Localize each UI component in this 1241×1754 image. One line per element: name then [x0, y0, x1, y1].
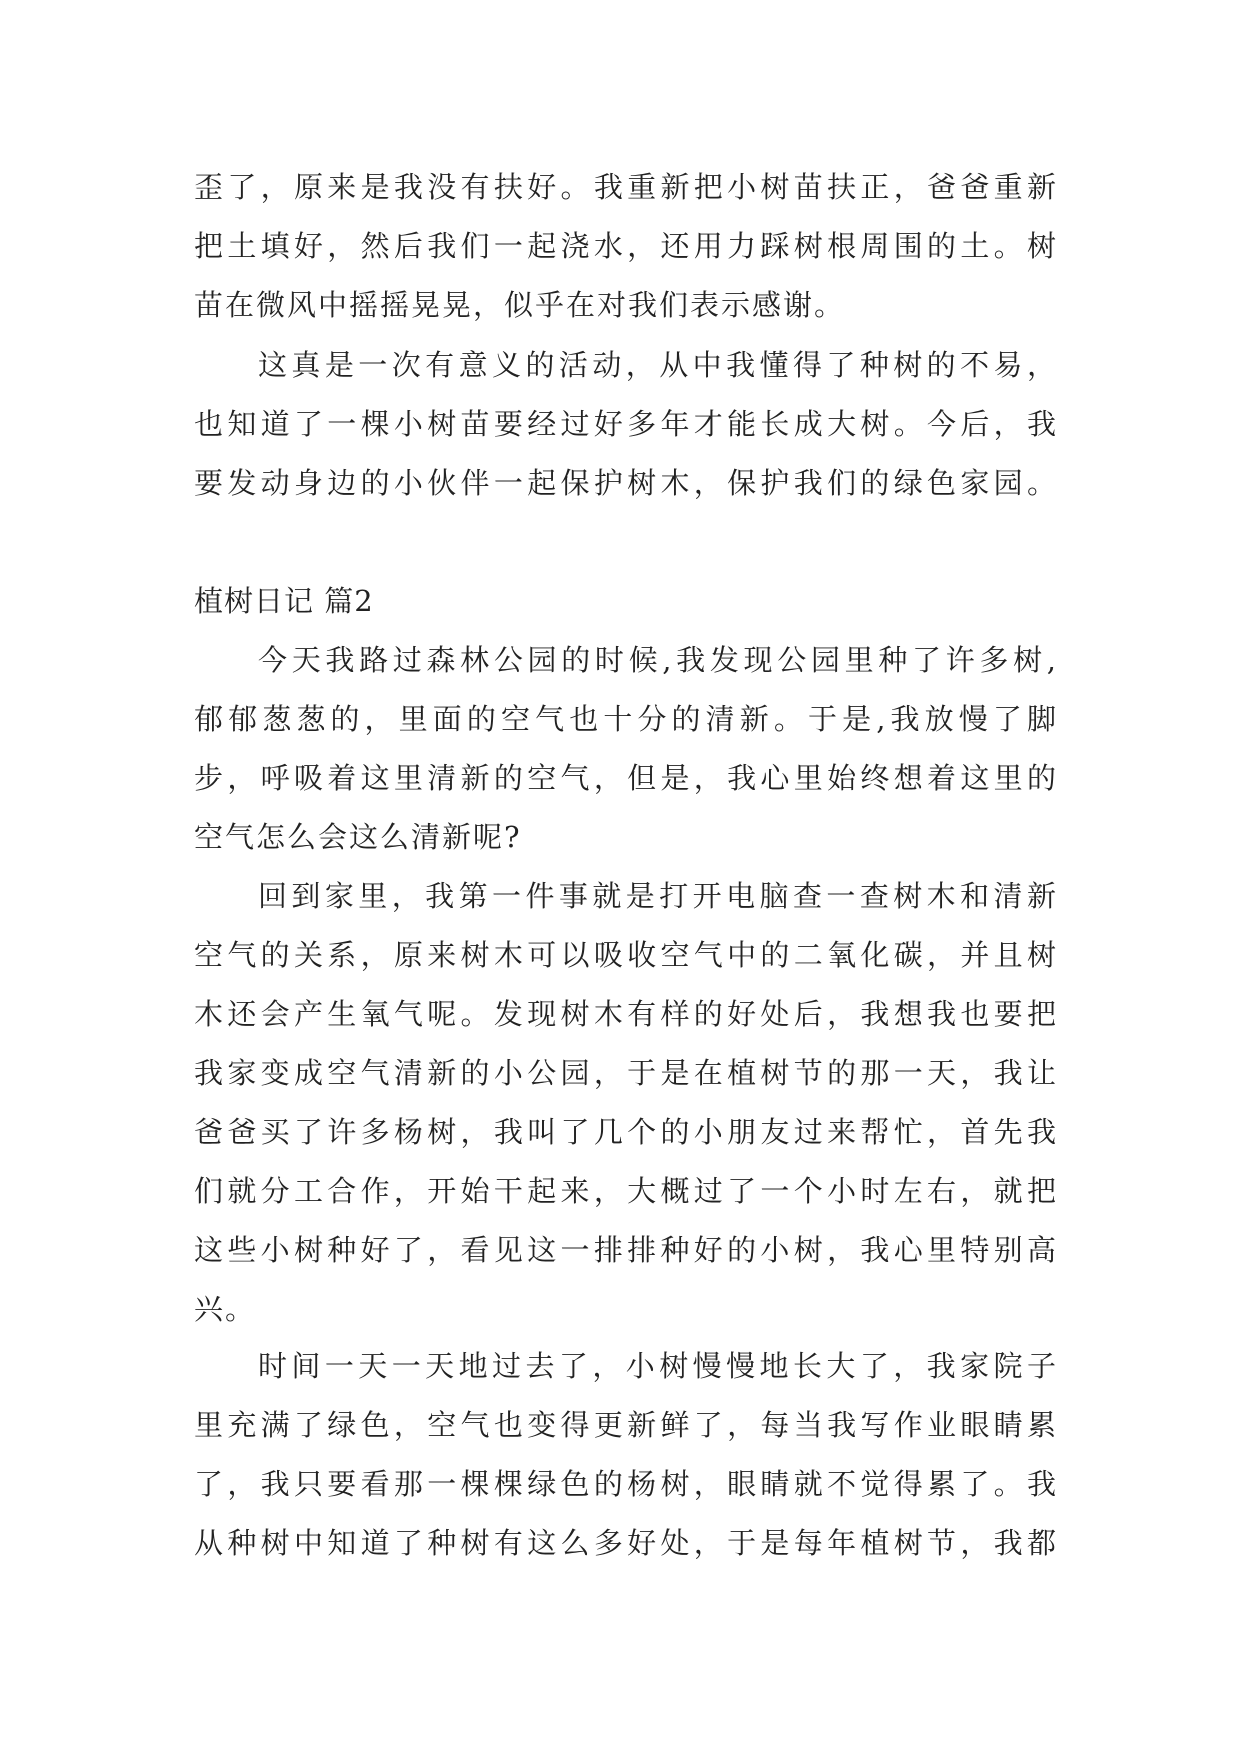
text-line: 这真是一次有意义的活动，从中我懂得了种树的不易，	[258, 348, 1056, 382]
section-heading	[194, 572, 1056, 631]
paragraph-continuation	[194, 158, 1056, 335]
text-line: 歪了，原来是我没有扶好。我重新把小树苗扶正，爸爸重新	[194, 170, 1056, 204]
text-line: 郁郁葱葱的，里面的空气也十分的清新。于是,我放慢了脚	[194, 702, 1056, 736]
text-line: 们就分工合作，开始干起来，大概过了一个小时左右，就把	[194, 1174, 1056, 1208]
text-line: 空气的关系，原来树木可以吸收空气中的二氧化碳，并且树	[194, 938, 1056, 972]
text-line: 木还会产生氧气呢。发现树木有样的好处后，我想我也要把	[194, 997, 1056, 1031]
text-line: 步，呼吸着这里清新的空气，但是，我心里始终想着这里的	[194, 761, 1056, 795]
text-line: 里充满了绿色，空气也变得更新鲜了，每当我写作业眼睛累	[194, 1408, 1056, 1442]
heading-text: 植树日记 篇2	[194, 584, 374, 618]
diary-body	[194, 631, 1056, 1339]
text-line: 今天我路过森林公园的时候,我发现公园里种了许多树,	[258, 643, 1056, 677]
paragraph-conclusion	[194, 336, 1056, 513]
text-line: 苗在微风中摇摇晃晃，似乎在对我们表示感谢。	[194, 288, 846, 322]
text-line: 兴。	[194, 1292, 257, 1326]
text-line: 空气怎么会这么清新呢?	[194, 820, 522, 854]
text-line: 从种树中知道了种树有这么多好处，于是每年植树节，我都	[194, 1526, 1056, 1560]
diary-body-continued	[194, 1337, 1056, 1573]
text-line: 我家变成空气清新的小公园，于是在植树节的那一天，我让	[194, 1056, 1056, 1090]
text-line: 也知道了一棵小树苗要经过好多年才能长成大树。今后，我	[194, 407, 1056, 441]
text-line: 回到家里，我第一件事就是打开电脑查一查树木和清新	[258, 879, 1056, 913]
text-line: 爸爸买了许多杨树，我叫了几个的小朋友过来帮忙，首先我	[194, 1115, 1056, 1149]
text-line: 把土填好，然后我们一起浇水，还用力踩树根周围的土。树	[194, 229, 1056, 263]
text-line: 时间一天一天地过去了，小树慢慢地长大了，我家院子	[258, 1349, 1056, 1383]
text-line: 了，我只要看那一棵棵绿色的杨树，眼睛就不觉得累了。我	[194, 1467, 1056, 1501]
text-line: 这些小树种好了，看见这一排排种好的小树，我心里特别高	[194, 1233, 1056, 1267]
text-line: 要发动身边的小伙伴一起保护树木，保护我们的绿色家园。	[194, 466, 1056, 500]
